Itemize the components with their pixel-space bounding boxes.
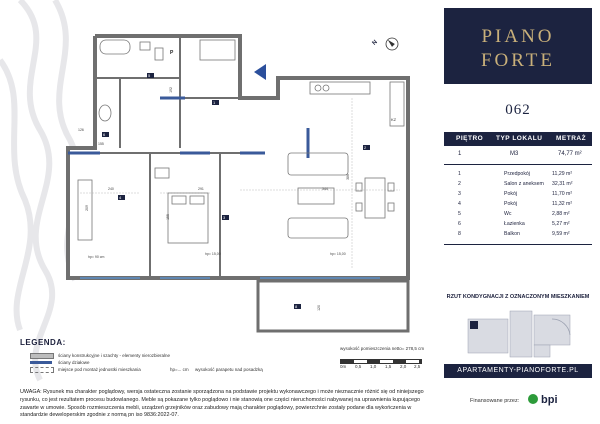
room-no: 5 — [458, 211, 461, 217]
room-no: 6 — [458, 221, 461, 227]
legend-swatch-unit — [30, 367, 54, 373]
room-row — [444, 171, 592, 179]
dim-label: 155 — [165, 214, 170, 220]
room-area: 9,59 m² — [552, 231, 570, 237]
room-tag-8: 8 — [295, 304, 298, 309]
sponsor-block — [444, 394, 592, 408]
dim-label: 209 — [84, 205, 89, 211]
legend-swatch-partition — [30, 361, 52, 364]
divider — [444, 244, 592, 245]
room-tag-3: 3 — [223, 215, 226, 220]
dim-label: 155 — [98, 142, 104, 146]
header-floor: PIĘTRO — [456, 135, 484, 142]
sill-label: hp= 90 cm — [88, 255, 105, 259]
info-panel — [444, 8, 592, 416]
entrance-arrow-icon — [254, 64, 266, 80]
room-row — [444, 221, 592, 229]
room-tag-5: 6 — [103, 132, 106, 137]
dim-label: 126 — [78, 128, 84, 132]
room-name: Wc — [504, 211, 512, 217]
header-area: METRAŻ — [556, 135, 587, 142]
sill-label: hp= 15,00 — [330, 252, 346, 256]
room-area: 5,27 m² — [552, 221, 570, 227]
sponsor-label: Finansowane przez: — [470, 398, 520, 404]
legend-sill-note: wysokość parapetu nad posadzką — [195, 367, 263, 372]
room-area: 11,70 m² — [552, 191, 573, 197]
room-no: 1 — [458, 171, 461, 177]
brand-line-2: FORTE — [480, 50, 556, 71]
room-name: Przedpokój — [504, 171, 530, 177]
table-header — [444, 132, 592, 146]
room-row — [444, 191, 592, 199]
scale-tick: 2,5 — [414, 364, 421, 369]
disclaimer-text: UWAGA: Rysunek ma charakter poglądowy, wersja ostateczna zostanie sporządzona na podstawie projektu wykonawczego i może nieznacznie różnić się od niniejszego rysunku, co jest rezultatem procesu budowlanego. Meble są pokazane tylko poglądowo i nie stanowią one części nieruchomości nabywanej na uprawnienia kupującego zawarte w umowie. Sposób rozmieszczenia mebli, urządzeń grzejników oraz zabudowy mają charakter poglądowy, powierzchnie zostały podane dla wykończenia w standardzie deweloperskim zgodnie z normą pn iso 9836:2022-07. — [20, 389, 424, 419]
kitchen-tag: KZ — [391, 117, 397, 122]
apartment-floor-plan — [60, 28, 420, 338]
room-area: 2,88 m² — [552, 211, 570, 217]
legend-sill-symbol: hp=... cm — [170, 367, 189, 372]
room-tag-6: 5 — [148, 73, 151, 78]
legend-height-note: wysokość pomieszczenia netto= 278,5 cm — [340, 346, 425, 351]
legend-title: LEGENDA: — [20, 338, 66, 347]
room-tag-storage: P — [170, 50, 174, 56]
scale-tick: 1,5 — [385, 364, 392, 369]
header-type: TYP LOKALU — [496, 135, 543, 142]
room-no: 4 — [458, 201, 461, 207]
room-no: 3 — [458, 191, 461, 197]
dim-label: 192 — [168, 87, 173, 93]
scale-tick: 2,0 — [400, 364, 407, 369]
legend-item: ściany konstrukcyjne i szachty - elementy nierozbieralne — [58, 353, 171, 358]
room-no: 2 — [458, 181, 461, 187]
building-floor-minimap — [458, 305, 578, 361]
sill-label: hp= 15,00 — [205, 252, 221, 256]
north-compass-icon — [384, 36, 400, 52]
dim-label: 120 — [316, 305, 321, 311]
scale-tick: 0,5 — [355, 364, 362, 369]
apartment-number: 062 — [505, 102, 531, 118]
room-no: 8 — [458, 231, 461, 237]
room-name: Balkon — [504, 231, 520, 237]
sponsor-logo-text: bpi — [541, 394, 558, 406]
summary-type: M3 — [510, 151, 519, 157]
dim-label: 291 — [198, 187, 204, 191]
room-area: 32,31 m² — [552, 181, 573, 187]
divider — [444, 164, 592, 165]
room-name: Pokój — [504, 201, 517, 207]
dim-label: 344 — [322, 187, 328, 191]
scale-tick: 1,0 — [370, 364, 377, 369]
room-row — [444, 231, 592, 239]
floor-plan-caption: RZUT KONDYGNACJI Z OZNACZONYM MIESZKANIEM — [446, 294, 590, 300]
room-name: Pokój — [504, 191, 517, 197]
room-area: 11,32 m² — [552, 201, 573, 207]
sponsor-logo-icon — [528, 394, 538, 404]
room-area: 11,29 m² — [552, 171, 573, 177]
scale-tick: 0m — [340, 364, 347, 369]
summary-area: 74,77 m² — [558, 151, 582, 157]
room-name: Salon z aneksem — [504, 181, 544, 187]
room-row — [444, 181, 592, 189]
room-tag-4: 4 — [119, 195, 122, 200]
summary-floor: 1 — [458, 151, 462, 157]
legend-swatch-structural — [30, 353, 54, 359]
legend-item: miejsce pod montaż jednostki mieszkania — [58, 367, 141, 372]
website-link[interactable]: APARTAMENTY-PIANOFORTE.PL — [444, 364, 592, 378]
room-tag-2: 2 — [364, 145, 367, 150]
dim-label: 240 — [108, 187, 114, 191]
room-name: Łazienka — [504, 221, 525, 227]
balcony-outline — [258, 281, 408, 331]
table-summary-row — [444, 148, 592, 162]
room-row — [444, 201, 592, 209]
room-row — [444, 211, 592, 219]
scale-bar — [340, 359, 422, 364]
dim-label: 386 — [345, 174, 350, 180]
room-tag-1: 1 — [213, 100, 216, 105]
brand-line-1: PIANO — [481, 26, 555, 47]
brand-logo — [444, 8, 592, 84]
legend-item: ściany działowe — [58, 360, 90, 365]
north-label: N — [371, 39, 379, 47]
